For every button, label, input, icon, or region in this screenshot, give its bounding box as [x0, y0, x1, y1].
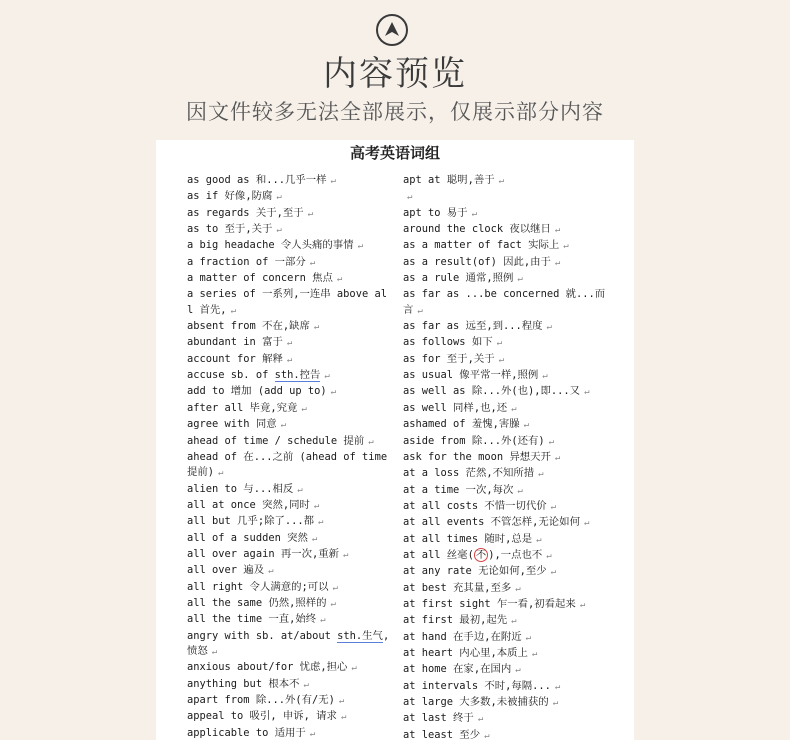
- phrase-entry: as regards 关于,至于 ↵: [187, 206, 314, 219]
- phrase-entry: at first 最初,起先 ↵: [403, 614, 517, 627]
- phrase-entry: after all 毕竟,究竟 ↵: [187, 401, 307, 414]
- phrase-entry: at hand 在手边,在附近 ↵: [403, 630, 532, 643]
- paragraph-mark-icon: ↵: [517, 485, 523, 496]
- paragraph-mark-icon: ↵: [280, 420, 287, 431]
- phrase-entry: at all 丝毫( 不 ),一点也不 ↵: [403, 548, 552, 561]
- paragraph-mark-icon: ↵: [276, 225, 282, 236]
- phrase-entry: account for 解释 ↵: [187, 352, 293, 365]
- phrase-entry: all but 几乎;除了...都 ↵: [187, 515, 324, 528]
- paragraph-mark-icon: ↵: [538, 469, 544, 480]
- phrase-entry: aside from 除...外(还有) ↵: [403, 434, 555, 447]
- phrase-entry: a series of 一系列,一连串 above all 首先, ↵: [187, 288, 387, 316]
- paragraph-mark-icon: ↵: [218, 468, 224, 479]
- paragraph-mark-icon: ↵: [336, 274, 343, 285]
- paragraph-mark-icon: ↵: [330, 387, 337, 398]
- paragraph-mark-icon: ↵: [477, 714, 484, 725]
- right-column: [403, 173, 613, 740]
- paragraph-mark-icon: ↵: [525, 632, 532, 643]
- paragraph-mark-icon: ↵: [554, 225, 561, 236]
- phrase-entry: absent from 不在,缺席 ↵: [187, 320, 320, 333]
- paragraph-mark-icon: ↵: [523, 420, 530, 431]
- phrase-entry: as if 好像,防腐 ↵: [187, 190, 282, 203]
- paragraph-mark-icon: ↵: [301, 403, 307, 414]
- paragraph-mark-icon: ↵: [498, 354, 505, 365]
- phrase-entry: a big headache 令人头痛的事情 ↵: [187, 239, 363, 252]
- phrase-entry: as usual 像平常一样,照例 ↵: [403, 369, 548, 382]
- phrase-entry: as far as ...be concerned 就...而 言 ↵: [403, 288, 612, 316]
- paragraph-mark-icon: ↵: [515, 665, 521, 676]
- phrase-entry: as well 同样,也,还 ↵: [403, 401, 517, 414]
- paragraph-mark-icon: ↵: [318, 517, 324, 528]
- phrase-entry: ahead of 在...之前 (ahead of time 提前) ↵: [187, 450, 394, 479]
- phrase-entry: as far as 远至,到...程度 ↵: [403, 320, 552, 333]
- phrase-entry: a matter of concern 焦点 ↵: [187, 272, 343, 285]
- paragraph-mark-icon: ↵: [407, 192, 413, 203]
- document-title: 高考英语词组: [349, 144, 440, 162]
- phrase-entry: appeal to 吸引, 申诉, 请求 ↵: [187, 710, 347, 723]
- phrase-entry: at last 终于 ↵: [403, 712, 484, 725]
- phrase-entry: as to 至于,关于 ↵: [187, 223, 282, 236]
- paragraph-mark-icon: ↵: [550, 567, 557, 578]
- paragraph-mark-icon: ↵: [554, 681, 561, 692]
- paragraph-mark-icon: ↵: [211, 646, 218, 657]
- paragraph-mark-icon: ↵: [309, 257, 316, 268]
- paragraph-mark-icon: ↵: [297, 484, 303, 495]
- phrase-entry: at best 充其量,至多 ↵: [403, 581, 521, 594]
- phrase-entry: alien to 与...相反 ↵: [187, 482, 303, 495]
- phrase-entry: at heart 内心里,本质上 ↵: [403, 646, 538, 659]
- paragraph-mark-icon: ↵: [542, 371, 548, 382]
- phrase-entry: at a loss 茫然,不知所措 ↵: [403, 467, 544, 480]
- paragraph-mark-icon: ↵: [307, 208, 314, 219]
- paragraph-mark-icon: ↵: [511, 403, 517, 414]
- paragraph-mark-icon: ↵: [313, 500, 320, 511]
- paragraph-mark-icon: ↵: [338, 696, 345, 706]
- paragraph-mark-icon: ↵: [330, 176, 336, 186]
- phrase-entry: at home 在家,在国内 ↵: [403, 663, 521, 676]
- paragraph-mark-icon: ↵: [286, 354, 293, 365]
- page-subtitle: 因文件较多无法全部展示，仅展示部分内容: [186, 100, 604, 124]
- paragraph-mark-icon: ↵: [536, 534, 542, 545]
- paragraph-mark-icon: ↵: [309, 728, 316, 739]
- phrase-entry: as a matter of fact 实际上 ↵: [403, 239, 569, 252]
- phrase-entry: as a result(of) 因此,由于 ↵: [403, 255, 561, 268]
- phrase-entry: at any rate 无论如何,至少 ↵: [403, 565, 557, 578]
- phrase-entry: as good as 和...几乎一样 ↵: [187, 174, 336, 186]
- paragraph-mark-icon: ↵: [584, 387, 590, 398]
- paragraph-mark-icon: ↵: [546, 322, 552, 333]
- phrase-entry: as a rule 通常,照例 ↵: [403, 272, 523, 285]
- paragraph-mark-icon: ↵: [554, 257, 561, 268]
- phrase-entry: at intervals 不时,每隔... ↵: [403, 679, 561, 692]
- logo-icon: [376, 14, 408, 46]
- left-column: [187, 173, 396, 740]
- paragraph-mark-icon: ↵: [276, 192, 282, 203]
- phrase-entry: at first sight 乍一看,初看起来 ↵: [403, 597, 586, 610]
- phrase-entry: apt to 易于 ↵: [403, 206, 477, 219]
- phrase-entry: anything but 根本不 ↵: [187, 677, 309, 690]
- paragraph-mark-icon: ↵: [515, 583, 521, 594]
- phrase-entry: at least 至少 ↵: [403, 728, 490, 740]
- phrase-entry: all at once 突然,同时 ↵: [187, 498, 320, 511]
- paragraph-mark-icon: ↵: [368, 436, 374, 447]
- paragraph-mark-icon: ↵: [343, 549, 349, 560]
- phrase-entry: applicable to 适用于 ↵: [187, 726, 316, 739]
- phrase-entry: add to 增加 (add up to) ↵: [187, 385, 337, 398]
- paragraph-mark-icon: ↵: [498, 176, 505, 186]
- paragraph-mark-icon: ↵: [517, 274, 523, 285]
- paragraph-mark-icon: ↵: [313, 322, 320, 333]
- paragraph-mark-icon: ↵: [484, 730, 490, 740]
- paragraph-mark-icon: ↵: [303, 679, 309, 690]
- paragraph-mark-icon: ↵: [351, 663, 357, 674]
- paragraph-mark-icon: ↵: [496, 338, 503, 349]
- phrase-entry: apt at 聪明,善于 ↵: [403, 174, 505, 186]
- paragraph-mark-icon: ↵: [563, 241, 569, 252]
- phrase-entry: at all costs 不惜一切代价 ↵: [403, 499, 557, 512]
- paragraph-mark-icon: ↵: [511, 616, 517, 627]
- phrase-entry: at all events 不管怎样,无论如何 ↵: [403, 516, 590, 529]
- paragraph-mark-icon: ↵: [548, 436, 555, 447]
- phrase-entry: all over 遍及 ↵: [187, 564, 274, 577]
- paragraph-mark-icon: ↵: [320, 615, 326, 626]
- phrase-entry: all the time 一直,始终 ↵: [187, 613, 326, 626]
- paragraph-mark-icon: ↵: [531, 648, 538, 659]
- page-title: 内容预览: [323, 54, 467, 94]
- phrase-entry: all right 令人满意的;可以 ↵: [187, 580, 338, 593]
- paragraph-mark-icon: ↵: [554, 452, 561, 463]
- phrase-entry: [403, 189, 613, 205]
- phrase-entry: accuse sb. of sth.控告 ↵: [187, 369, 330, 382]
- paragraph-mark-icon: ↵: [230, 305, 236, 316]
- phrase-entry: at large 大多数,未被捕获的 ↵: [403, 696, 559, 708]
- paragraph-mark-icon: ↵: [546, 550, 552, 561]
- phrase-entry: a fraction of 一部分 ↵: [187, 255, 316, 268]
- phrase-entry: all the same 仍然,照样的 ↵: [187, 596, 336, 609]
- paragraph-mark-icon: ↵: [357, 241, 363, 252]
- paragraph-mark-icon: ↵: [550, 501, 557, 512]
- phrase-entry: as for 至于,关于 ↵: [403, 352, 505, 365]
- phrase-entry: apart from 除...外(有/无) ↵: [187, 694, 345, 706]
- phrase-entry: all over again 再一次,重新 ↵: [187, 547, 349, 560]
- phrase-entry: ask for the moon 异想天开 ↵: [403, 450, 561, 463]
- phrase-entry: at a time 一次,每次 ↵: [403, 483, 523, 496]
- paragraph-mark-icon: ↵: [311, 533, 318, 544]
- paragraph-mark-icon: ↵: [330, 598, 336, 609]
- paragraph-mark-icon: ↵: [471, 208, 477, 219]
- phrase-entry: at all times 随时,总是 ↵: [403, 532, 542, 545]
- phrase-entry: ashamed of 羞愧,害臊 ↵: [403, 418, 530, 431]
- phrase-entry: all of a sudden 突然 ↵: [187, 531, 318, 544]
- phrase-entry: angry with sb. at/about sth.生气, 愤怒 ↵: [187, 629, 396, 657]
- phrase-entry: agree with 同意 ↵: [187, 418, 287, 431]
- paragraph-mark-icon: ↵: [417, 305, 423, 316]
- paragraph-mark-icon: ↵: [340, 712, 347, 723]
- phrase-entry: as follows 如下 ↵: [403, 336, 503, 349]
- paragraph-mark-icon: ↵: [552, 698, 559, 708]
- paragraph-mark-icon: ↵: [332, 582, 338, 593]
- paragraph-mark-icon: ↵: [324, 371, 330, 382]
- phrase-entry: abundant in 富于 ↵: [187, 336, 293, 349]
- phrase-entry: ahead of time / schedule 提前 ↵: [187, 434, 374, 447]
- paragraph-mark-icon: ↵: [579, 599, 586, 610]
- phrase-entry: around the clock 夜以继日 ↵: [403, 223, 561, 236]
- paragraph-mark-icon: ↵: [268, 566, 274, 577]
- phrase-entry: as well as 除...外(也),即...又 ↵: [403, 385, 590, 398]
- document-preview: [156, 140, 634, 740]
- phrase-entry: anxious about/for 忧虑,担心 ↵: [187, 661, 357, 674]
- paragraph-mark-icon: ↵: [286, 338, 293, 349]
- paragraph-mark-icon: ↵: [583, 518, 590, 529]
